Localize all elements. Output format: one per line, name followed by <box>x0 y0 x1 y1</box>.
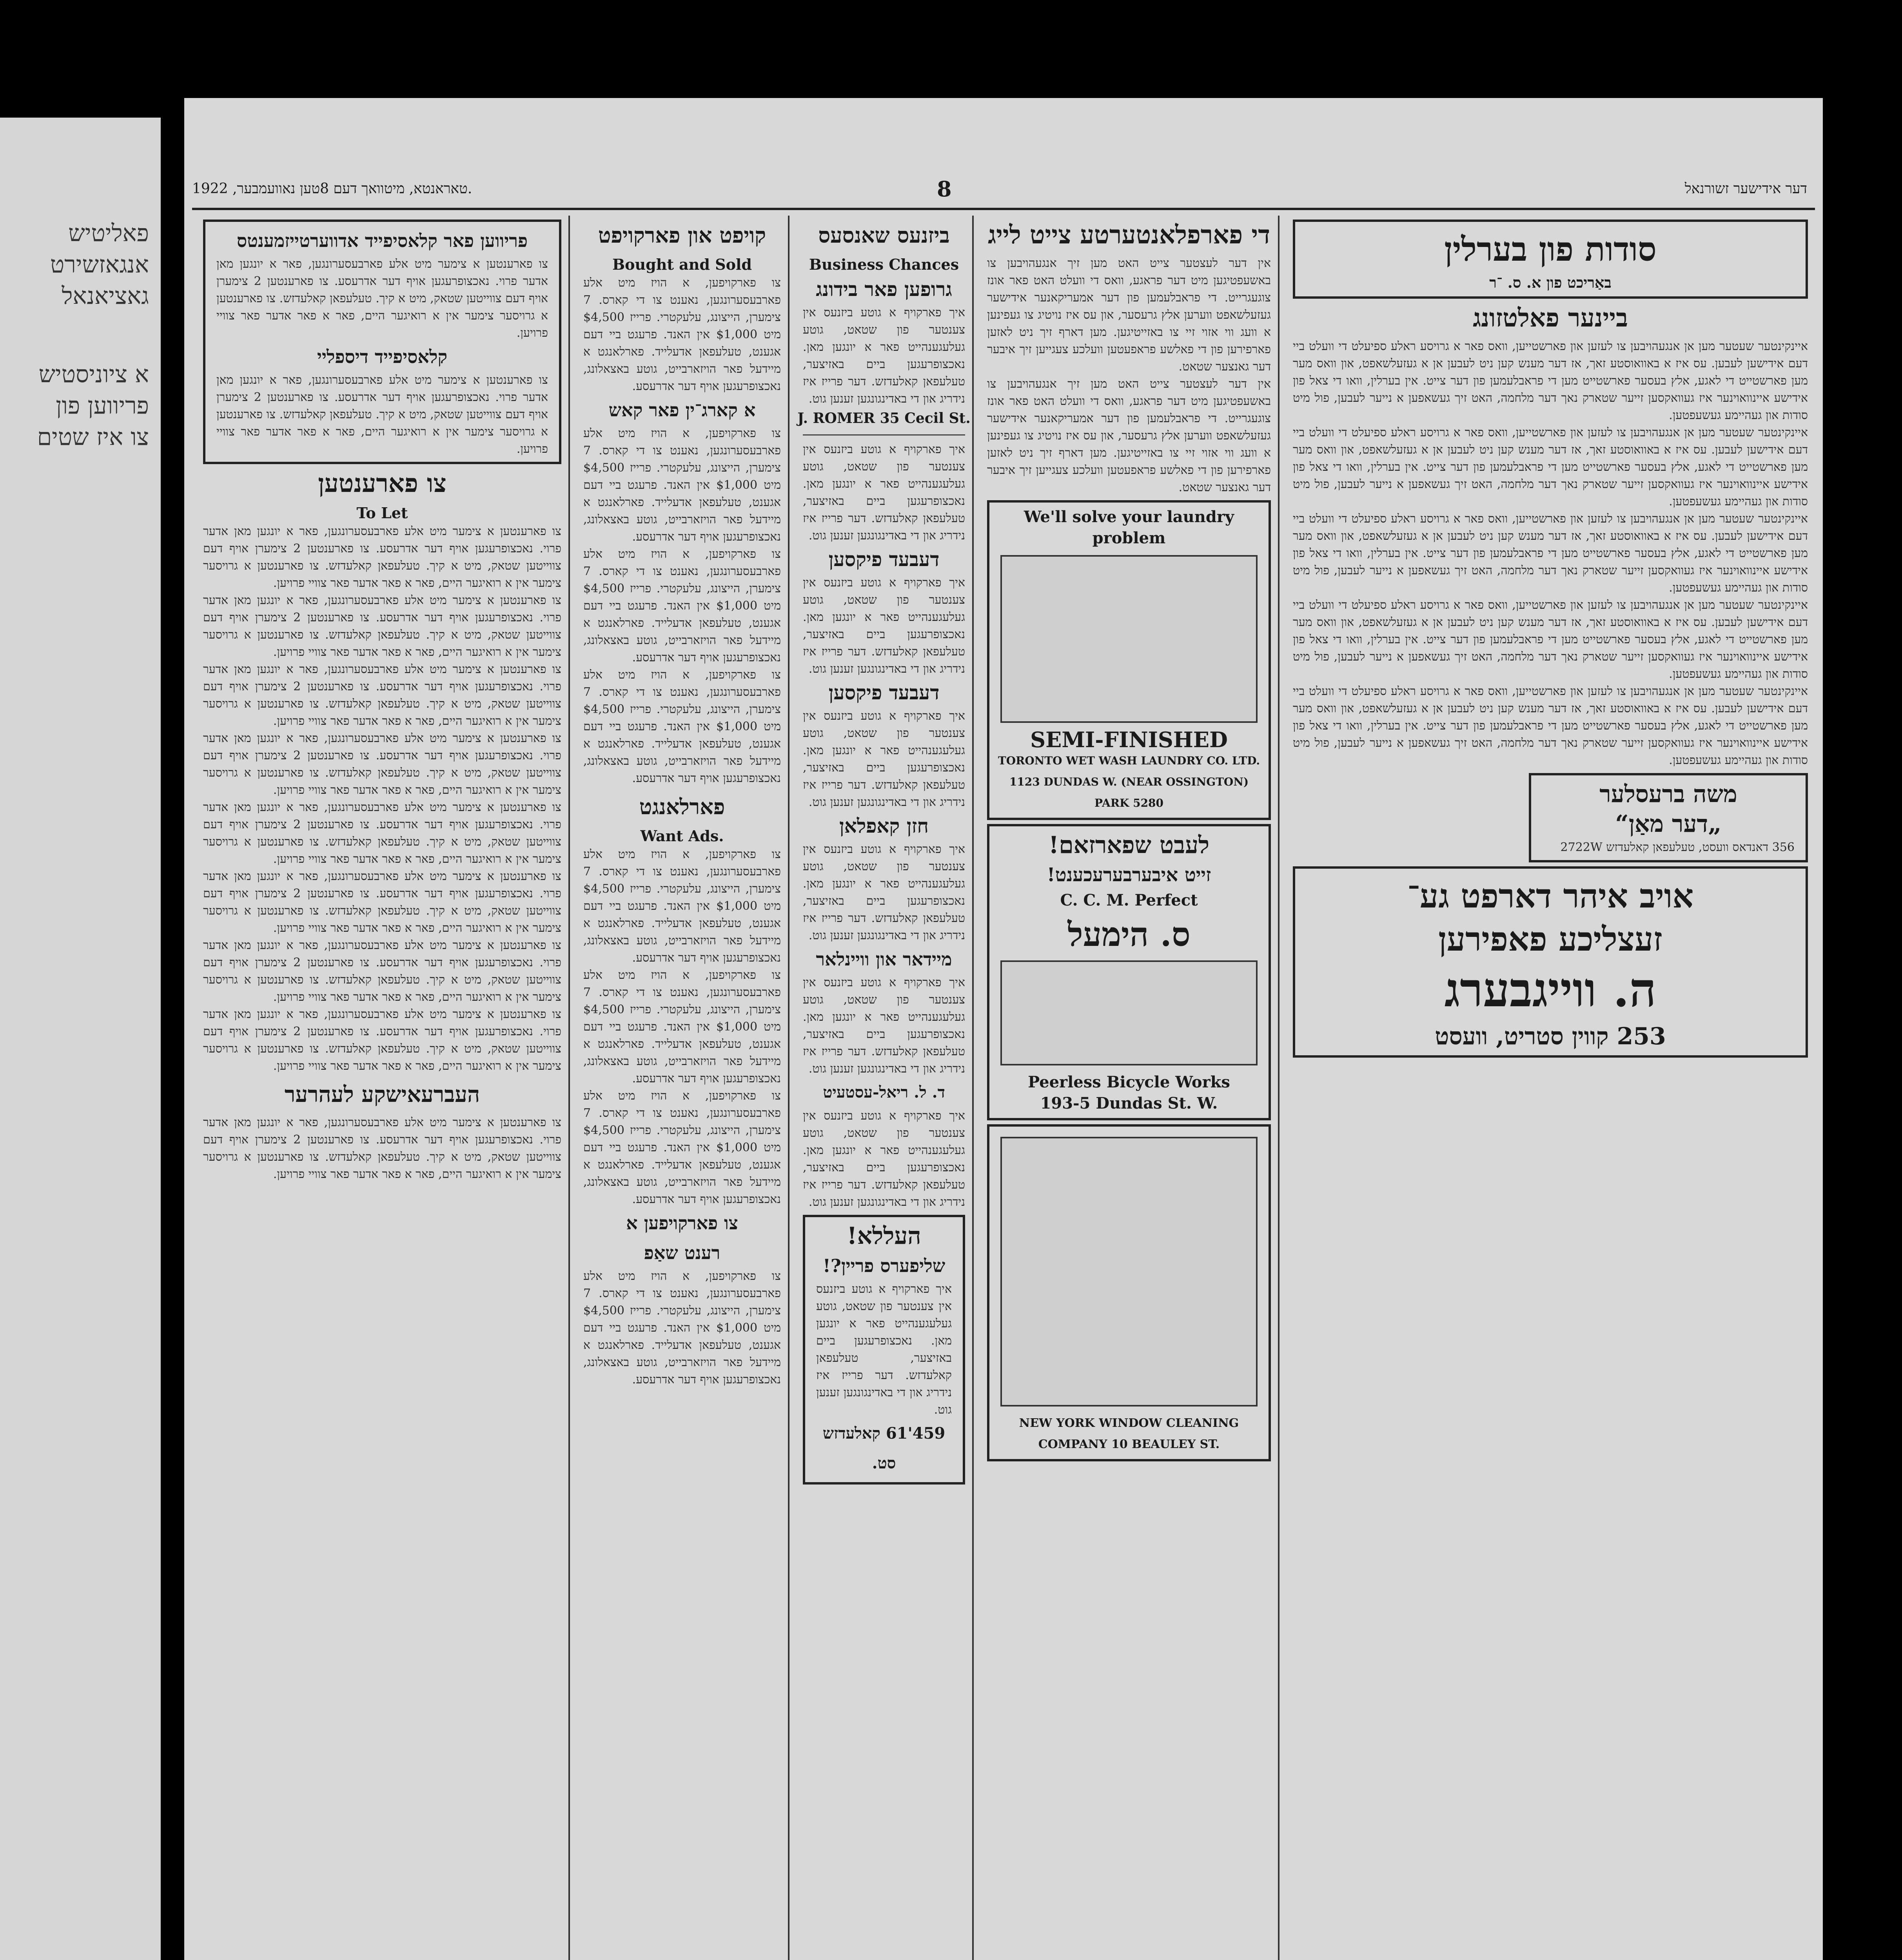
ad-name: J. ROMER 35 Cecil St. <box>797 410 971 426</box>
ad-brand: SEMI-FINISHED <box>1030 727 1228 752</box>
ad-title: מיידאר און וויינלאר <box>816 949 952 970</box>
ad-body: צו פארקויפען, א הויז מיט אלע פארבעסערונגען, נאענט צו די קארס. 7 צימערן, הייצונג, עלעקטרי. פרייז $4,500 מיט $1,000 אין האנד. פרעגט ביי דעם אגענט, טעלעפאן אדעלייד. פארלאנגט א מיידעל פאר הויזארבייט, גוטע באצאלונג, נאכצופרעגען אויף דער אדרעסע. <box>583 276 781 393</box>
classified-body: צו פארענטען א צימער מיט אלע פארבעסערונגען, פאר א יונגען מאן אדער פרוי. נאכצופרעגען אויף דער אדרעסע. צו פארענטען 2 צימערן אויף דעם צווייטען שטאק, מיט א קיך. טעלעפאן קאלעדזש. צו פארענטען א גרויסער צימער אין א רואיגער היים, פאר א פאר אדער פאר צוויי פרויען. <box>203 731 561 797</box>
ad-bicycle <box>987 824 1271 1120</box>
section-subheading: Want Ads. <box>640 827 724 845</box>
ad-heading: אויב איהר דארפט גע־ <box>1407 877 1694 915</box>
classified-body: צו פארענטען א צימער מיט אלע פארבעסערונגען, פאר א יונגען מאן אדער פרוי. נאכצופרעגען אויף דער אדרעסע. צו פארענטען 2 צימערן אויף דעם צווייטען שטאק, מיט א קיך. טעלעפאן קאלעדזש. צו פארענטען א גרויסער צימער אין א רואיגער היים, פאר א פאר אדער פאר צוויי פרויען. <box>203 1007 561 1073</box>
ad-address: 193-5 Dundas St. W. <box>1040 1094 1218 1112</box>
column-right <box>1286 216 1815 1960</box>
window-cleaner-illustration <box>1000 1137 1258 1406</box>
ad-brand: C. C. M. Perfect <box>1060 891 1198 909</box>
ad-body: איך פארקויף א גוטע ביזנעס אין צענטער פון שטאט, גוטע געלעגענהייט פאר א יונגען מאן. נאכצופרעגען ביים באזיצער, טעלעפאן קאלעדזש. דער פרייז איז נידריג און די באדינגונגען זענען גוט. <box>803 443 965 543</box>
ad-moshe <box>1529 773 1808 862</box>
ad-weinberg <box>1293 866 1808 1058</box>
section-subheading: Bought and Sold <box>612 256 752 273</box>
section-heading: פארלאנגט <box>639 794 725 819</box>
ad-name: „דער מאַן“ <box>1615 810 1722 838</box>
column-4 <box>576 216 789 1960</box>
fragment-line: א ציוניסטיש <box>38 361 149 388</box>
ad-window-cleaning <box>987 1124 1271 1461</box>
section-subheading: To Let <box>356 504 408 522</box>
ad-body: צו פארקויפען, א הויז מיט אלע פארבעסערונגען, נאענט צו די קארס. 7 צימערן, הייצונג, עלעקטרי. פרייז $4,500 מיט $1,000 אין האנד. פרעגט ביי דעם אגענט, טעלעפאן אדעלייד. פארלאנגט א מיידעל פאר הויזארבייט, גוטע באצאלונג, נאכצופרעגען אויף דער אדרעסע. <box>583 848 781 965</box>
ad-laundry <box>987 500 1271 820</box>
section-heading: צו פארענטען <box>318 469 446 498</box>
ad-body: איך פארקויף א גוטע ביזנעס אין צענטער פון שטאט, גוטע געלעגענהייט פאר א יונגען מאן. נאכצופרעגען ביים באזיצער, טעלעפאן קאלעדזש. דער פרייז איז נידריג און די באדינגונגען זענען גוט. <box>803 709 965 809</box>
article-body: איינקינטער שעטער מען אן אנגעהויבען צו לעזען און פארשטייען, וואס פאר א גרויסע ראלע ספיעלט די וועלט ביי דעם אידישען לעבען. עס איז א באוואוסטע זאך, אז דער מענש קען ניט לעבען אן א געזעלשאפט, און וואס מער מען פארשטייט די לאגע, אלץ בעסער פארשטייט מען די פראבלעמען פון דער צייט. אין בערלין, וואו די צאל פון אידישע איינוואוינער איז געוואקסען זייער שטארק נאך דער מלחמה, האט זיך געשאפען א נייער לעבען, פול מיט סודות און געהיימע געשעפטען. <box>1293 598 1808 681</box>
article-body: איינקינטער שעטער מען אן אנגעהויבען צו לעזען און פארשטייען, וואס פאר א גרויסע ראלע ספיעלט די וועלט ביי דעם אידישען לעבען. עס איז א באוואוסטע זאך, אז דער מענש קען ניט לעבען אן א געזעלשאפט, און וואס מער מען פארשטייט די לאגע, אלץ בעסער פארשטייט מען די פראבלעמען פון דער צייט. אין בערלין, וואו די צאל פון אידישע איינוואוינער איז געוואקסען זייער שטארק נאך דער מלחמה, האט זיך געשאפען א נייער לעבען, פול מיט סודות און געהיימע געשעפטען. <box>1293 426 1808 508</box>
box-body: צו פארענטען א צימער מיט אלע פארבעסערונגען, פאר א יונגען מאן אדער פרוי. נאכצופרעגען אויף דער אדרעסע. צו פארענטען 2 צימערן אויף דעם צווייטען שטאק, מיט א קיך. טעלעפאן קאלעדזש. צו פארענטען א גרויסער צימער אין א רואיגער היים, פאר א פאר אדער פאר צוויי פרויען. <box>216 373 548 456</box>
ad-body: איך פארקויף א גוטע ביזנעס אין צענטער פון שטאט, גוטע געלעגענהייט פאר א יונגען מאן. נאכצופרעגען ביים באזיצער, טעלעפאן קאלעדזש. דער פרייז איז נידריג און די באדינגונגען זענען גוט. <box>803 842 965 942</box>
ad-hello <box>803 1215 965 1485</box>
ad-title: דעבעד פיקסען <box>828 548 940 571</box>
ad-title: לעבט שפארזאם! <box>1048 831 1210 859</box>
article-body: אין דער לעצטער צייט האט מען זיך אנגעהויבען צו באשעפטיגען מיט דער פראגע, וואס די וועלט האט פאר אונז צוגעגרייט. די פראבלעמען פון דער אמעריקאנער אידישער געזעלשאפט ווערען אלץ גרעסער, און עס איז נויטיג צו געפינען א וועג ווי אזוי זיי צו באזייטיגען. מען דארף זיך ניט לאזען פארפירען פון די פאלשע פראפעטען וועלכע צעגייען זיך איבער דער גאנצער שטאט. <box>987 256 1271 374</box>
fragment-line: צו איז שטים <box>37 423 149 451</box>
headline-berlin: סודות פון בערלין <box>1444 230 1657 269</box>
ad-address: 1123 DUNDAS W. (NEAR OSSINGTON) PARK 5280 <box>1009 775 1249 809</box>
column-2 <box>980 216 1279 1960</box>
ad-subtitle: שליפערס פריין?! <box>822 1255 946 1276</box>
ad-body: איך פארקויף א גוטע ביזנעס אין צענטער פון שטאט, גוטע געלעגענהייט פאר א יונגען מאן. נאכצופרעגען ביים באזיצער, טעלעפאן קאלעדזש. דער פרייז איז נידריג און די באדינגונגען זענען גוט. <box>803 976 965 1076</box>
sun-illustration <box>1000 555 1258 723</box>
section-heading: ביינער פאלטזונג <box>1473 303 1628 333</box>
ad-title: דעבעד פיקסען <box>828 681 940 704</box>
classified-body: צו פארענטען א צימער מיט אלע פארבעסערונגען, פאר א יונגען מאן אדער פרוי. נאכצופרעגען אויף דער אדרעסע. צו פארענטען 2 צימערן אויף דעם צווייטען שטאק, מיט א קיך. טעלעפאן קאלעדזש. צו פארענטען א גרויסער צימער אין א רואיגער היים, פאר א פאר אדער פאר צוויי פרויען. <box>203 938 561 1004</box>
ad-title: חזן קאפלאן <box>839 814 929 837</box>
ad-body: צו פארקויפען, א הויז מיט אלע פארבעסערונגען, נאענט צו די קארס. 7 צימערן, הייצונג, עלעקטרי. פרייז $4,500 מיט $1,000 אין האנד. פרעגט ביי דעם אגענט, טעלעפאן אדעלייד. פארלאנגט א מיידעל פאר הויזארבייט, גוטע באצאלונג, נאכצופרעגען אויף דער אדרעסע. <box>583 668 781 785</box>
ad-body: צו פארקויפען, א הויז מיט אלע פארבעסערונגען, נאענט צו די קארס. 7 צימערן, הייצונג, עלעקטרי. פרייז $4,500 מיט $1,000 אין האנד. פרעגט ביי דעם אגענט, טעלעפאן אדעלייד. פארלאנגט א מיידעל פאר הויזארבייט, גוטע באצאלונג, נאכצופרעגען אויף דער אדרעסע. <box>583 968 781 1085</box>
box-body: צו פארענטען א צימער מיט אלע פארבעסערונגען, פאר א יונגען מאן אדער פרוי. נאכצופרעגען אויף דער אדרעסע. צו פארענטען 2 צימערן אויף דעם צווייטען שטאק, מיט א קיך. טעלעפאן קאלעדזש. צו פארענטען א גרויסער צימער אין א רואיגער היים, פאר א פאר אדער פאר צוויי פרויען. <box>216 257 548 340</box>
ad-heading: זעצליכע פאפירען <box>1438 920 1662 958</box>
ad-title: משה ברעסלער <box>1599 780 1737 808</box>
classified-body: צו פארענטען א צימער מיט אלע פארבעסערונגען, פאר א יונגען מאן אדער פרוי. נאכצופרעגען אויף דער אדרעסע. צו פארענטען 2 צימערן אויף דעם צווייטען שטאק, מיט א קיך. טעלעפאן קאלעדזש. צו פארענטען א גרויסער צימער אין א רואיגער היים, פאר א פאר אדער פאר צוויי פרויען. <box>203 524 561 590</box>
classified-body: צו פארענטען א צימער מיט אלע פארבעסערונגען, פאר א יונגען מאן אדער פרוי. נאכצופרעגען אויף דער אדרעסע. צו פארענטען 2 צימערן אויף דעם צווייטען שטאק, מיט א קיך. טעלעפאן קאלעדזש. צו פארענטען א גרויסער צימער אין א רואיגער היים, פאר א פאר אדער פאר צוויי פרויען. <box>203 662 561 728</box>
article-body: איינקינטער שעטער מען אן אנגעהויבען צו לעזען און פארשטייען, וואס פאר א גרויסע ראלע ספיעלט די וועלט ביי דעם אידישען לעבען. עס איז א באוואוסטע זאך, אז דער מענש קען ניט לעבען אן א געזעלשאפט, און וואס מער מען פארשטייט די לאגע, אלץ בעסער פארשטייט מען די פראבלעמען פון דער צייט. אין בערלין, וואו די צאל פון אידישע איינוואוינער איז געוואקסען זייער שטארק נאך דער מלחמה, האט זיך געשאפען א נייער לעבען, פול מיט סודות און געהיימע געשעפטען. <box>1293 339 1808 422</box>
classified-body: צו פארענטען א צימער מיט אלע פארבעסערונגען, פאר א יונגען מאן אדער פרוי. נאכצופרעגען אויף דער אדרעסע. צו פארענטען 2 צימערן אויף דעם צווייטען שטאק, מיט א קיך. טעלעפאן קאלעדזש. צו פארענטען א גרויסער צימער אין א רואיגער היים, פאר א פאר אדער פאר צוויי פרויען. <box>203 869 561 935</box>
ad-address: 253 קווין סטריט, וועסט <box>1435 1023 1666 1050</box>
ad-title: ד. ל. ריאל-עסטעיט <box>823 1083 945 1102</box>
section-subheading: Business Chances <box>809 256 959 273</box>
article-body: אין דער לעצטער צייט האט מען זיך אנגעהויבען צו באשעפטיגען מיט דער פראגע, וואס די וועלט האט פאר אונז צוגעגרייט. די פראבלעמען פון דער אמעריקאנער אידישער געזעלשאפט ווערען אלץ גרעסער, און עס איז נויטיג צו געפינען א וועג ווי אזוי זיי צו באזייטיגען. מען דארף זיך ניט לאזען פארפירען פון די פאלשע פראפעטען וועלכע צעגייען זיך איבער דער גאנצער שטאט. <box>987 377 1271 494</box>
classified-body: צו פארענטען א צימער מיט אלע פארבעסערונגען, פאר א יונגען מאן אדער פרוי. נאכצופרעגען אויף דער אדרעסע. צו פארענטען 2 צימערן אויף דעם צווייטען שטאק, מיט א קיך. טעלעפאן קאלעדזש. צו פארענטען א גרויסער צימער אין א רואיגער היים, פאר א פאר אדער פאר צוויי פרויען. <box>203 800 561 866</box>
section-heading: קויפט און פארקויפט <box>598 223 766 248</box>
ad-title: רענט שאַפ <box>644 1242 721 1263</box>
ad-slogan: We'll solve your laundry problem <box>1024 508 1234 547</box>
divider <box>803 434 965 436</box>
ad-body: צו פארקויפען, א הויז מיט אלע פארבעסערונגען, נאענט צו די קארס. 7 צימערן, הייצונג, עלעקטרי. פרייז $4,500 מיט $1,000 אין האנד. פרעגט ביי דעם אגענט, טעלעפאן אדעלייד. פארלאנגט א מיידעל פאר הויזארבייט, גוטע באצאלונג, נאכצופרעגען אויף דער אדרעסע. <box>583 547 781 664</box>
ad-company: Peerless Bicycle Works <box>1028 1073 1230 1091</box>
fragment-line: פריווען פון <box>56 392 149 419</box>
box-title: פריווען פאר קלאסיפייד אדווערטייזמענטס <box>236 230 528 251</box>
masthead-date: טאראנטא, מיטוואך דעם 8טען נאוועמבער, 1922. <box>192 181 472 197</box>
page-number: 8 <box>937 176 952 201</box>
ad-company: TORONTO WET WASH LAUNDRY CO. LTD. <box>998 754 1260 767</box>
ad-title: א קארג־ין פאר קאש <box>608 399 756 421</box>
byline: באַריכט פון א. ס. ־ר <box>1489 274 1612 291</box>
headline-tsayt: די פארפלאנטערטע צייט לייג <box>988 220 1270 250</box>
ad-title: העללא! <box>847 1222 921 1250</box>
ad-body: צו פארקויפען, א הויז מיט אלע פארבעסערונגען, נאענט צו די קארס. 7 צימערן, הייצונג, עלעקטרי. פרייז $4,500 מיט $1,000 אין האנד. פרעגט ביי דעם אגענט, טעלעפאן אדעלייד. פארלאנגט א מיידעל פאר הויזארבייט, גוטע באצאלונג, נאכצופרעגען אויף דער אדרעסע. <box>583 1269 781 1387</box>
newspaper-page <box>184 98 1823 1960</box>
fragment-line: גאציאנאל <box>62 282 149 310</box>
fragment-line: פאליטיש <box>68 220 149 247</box>
classified-body: צו פארענטען א צימער מיט אלע פארבעסערונגען, פאר א יונגען מאן אדער פרוי. נאכצופרעגען אויף דער אדרעסע. צו פארענטען 2 צימערן אויף דעם צווייטען שטאק, מיט א קיך. טעלעפאן קאלעדזש. צו פארענטען א גרויסער צימער אין א רואיגער היים, פאר א פאר אדער פאר צוויי פרויען. <box>203 1116 561 1181</box>
ad-title: גרופען פאר בידונג <box>816 278 952 301</box>
adjacent-page-fragment <box>0 118 161 1960</box>
ad-subtitle: זייט איבערבערעכענט! <box>1047 864 1211 886</box>
section-heading: ביזנעס שאנסעס <box>818 223 950 248</box>
ad-body: איך פארקויף א גוטע ביזנעס אין צענטער פון שטאט, גוטע געלעגענהייט פאר א יונגען מאן. נאכצופרעגען ביים באזיצער, טעלעפאן קאלעדזש. דער פרייז איז נידריג און די באדינגונגען זענען גוט. <box>803 1109 965 1209</box>
ad-name: ה. ווייגבערג <box>1444 962 1657 1018</box>
masthead <box>184 176 1823 204</box>
bicycle-illustration <box>1000 960 1258 1065</box>
ad-body: איך פארקויף א גוטע ביזנעס אין צענטער פון שטאט, גוטע געלעגענהייט פאר א יונגען מאן. נאכצופרעגען ביים באזיצער, טעלעפאן קאלעדזש. דער פרייז איז נידריג און די באדינגונגען זענען גוט. <box>803 576 965 676</box>
ad-title: צו פארקויפען א <box>626 1212 738 1234</box>
headline-box <box>1293 220 1808 299</box>
article-body: איינקינטער שעטער מען אן אנגעהויבען צו לעזען און פארשטייען, וואס פאר א גרויסע ראלע ספיעלט די וועלט ביי דעם אידישען לעבען. עס איז א באוואוסטע זאך, אז דער מענש קען ניט לעבען אן א געזעלשאפט, און וואס מער מען פארשטייט די לאגע, אלץ בעסער פארשטייט מען די פראבלעמען פון דער צייט. אין בערלין, וואו די צאל פון אידישע איינוואוינער איז געוואקסען זייער שטארק נאך דער מלחמה, האט זיך געשאפען א נייער לעבען, פול מיט סודות און געהיימע געשעפטען. <box>1293 684 1808 767</box>
ad-body: איך פארקויף א גוטע ביזנעס אין צענטער פון שטאט, גוטע געלעגענהייט פאר א יונגען מאן. נאכצופרעגען ביים באזיצער, טעלעפאן קאלעדזש. דער פרייז איז נידריג און די באדינגונגען זענען גוט. <box>816 1282 952 1417</box>
fragment-line: אנגאזשירט <box>50 251 149 278</box>
section-heading: העברעאישקע לעהרער <box>284 1082 480 1107</box>
article-body: איינקינטער שעטער מען אן אנגעהויבען צו לעזען און פארשטייען, וואס פאר א גרויסע ראלע ספיעלט די וועלט ביי דעם אידישען לעבען. עס איז א באוואוסטע זאך, אז דער מענש קען ניט לעבען אן א געזעלשאפט, און וואס מער מען פארשטייט די לאגע, אלץ בעסער פארשטייט מען די פראבלעמען פון דער צייט. אין בערלין, וואו די צאל פון אידישע איינוואוינער איז געוואקסען זייער שטארק נאך דער מלחמה, האט זיך געשאפען א נייער לעבען, פול מיט סודות און געהיימע געשעפטען. <box>1293 512 1808 595</box>
ad-body: צו פארקויפען, א הויז מיט אלע פארבעסערונגען, נאענט צו די קארס. 7 צימערן, הייצונג, עלעקטרי. פרייז $4,500 מיט $1,000 אין האנד. פרעגט ביי דעם אגענט, טעלעפאן אדעלייד. פארלאנגט א מיידעל פאר הויזארבייט, גוטע באצאלונג, נאכצופרעגען אויף דער אדרעסע. <box>583 1089 781 1206</box>
ad-body: צו פארקויפען, א הויז מיט אלע פארבעסערונגען, נאענט צו די קארס. 7 צימערן, הייצונג, עלעקטרי. פרייז $4,500 מיט $1,000 אין האנד. פרעגט ביי דעם אגענט, טעלעפאן אדעלייד. פארלאנגט א מיידעל פאר הויזארבייט, גוטע באצאלונג, נאכצופרעגען אויף דער אדרעסע. <box>583 426 781 544</box>
masthead-title: דער אידישער זשורנאל <box>1684 181 1807 197</box>
classified-body: צו פארענטען א צימער מיט אלע פארבעסערונגען, פאר א יונגען מאן אדער פרוי. נאכצופרעגען אויף דער אדרעסע. צו פארענטען 2 צימערן אויף דעם צווייטען שטאק, מיט א קיך. טעלעפאן קאלעדזש. צו פארענטען א גרויסער צימער אין א רואיגער היים, פאר א פאר אדער פאר צוויי פרויען. <box>203 593 561 659</box>
ad-phone: 356 דאנדאס וועסט, טעלעפאן קאלעדזש 2722W <box>1560 840 1795 854</box>
ad-company: NEW YORK WINDOW CLEANING COMPANY 10 BEAULEY ST. <box>1019 1416 1239 1451</box>
masthead-rule <box>192 208 1815 210</box>
box-title: קלאסיפייד דיספליי <box>317 346 448 367</box>
ad-phone: 459'61 קאלעדזש סט. <box>822 1424 946 1472</box>
ad-body: איך פארקויף א גוטע ביזנעס אין צענטער פון שטאט, גוטע געלעגענהייט פאר א יונגען מאן. נאכצופרעגען ביים באזיצער, טעלעפאן קאלעדזש. דער פרייז איז נידריג און די באדינגונגען זענען גוט. <box>803 306 965 406</box>
ad-name: ס. הימעל <box>1067 915 1191 954</box>
classified-rates-box <box>203 220 561 464</box>
column-left <box>196 216 570 1960</box>
column-3 <box>796 216 974 1960</box>
